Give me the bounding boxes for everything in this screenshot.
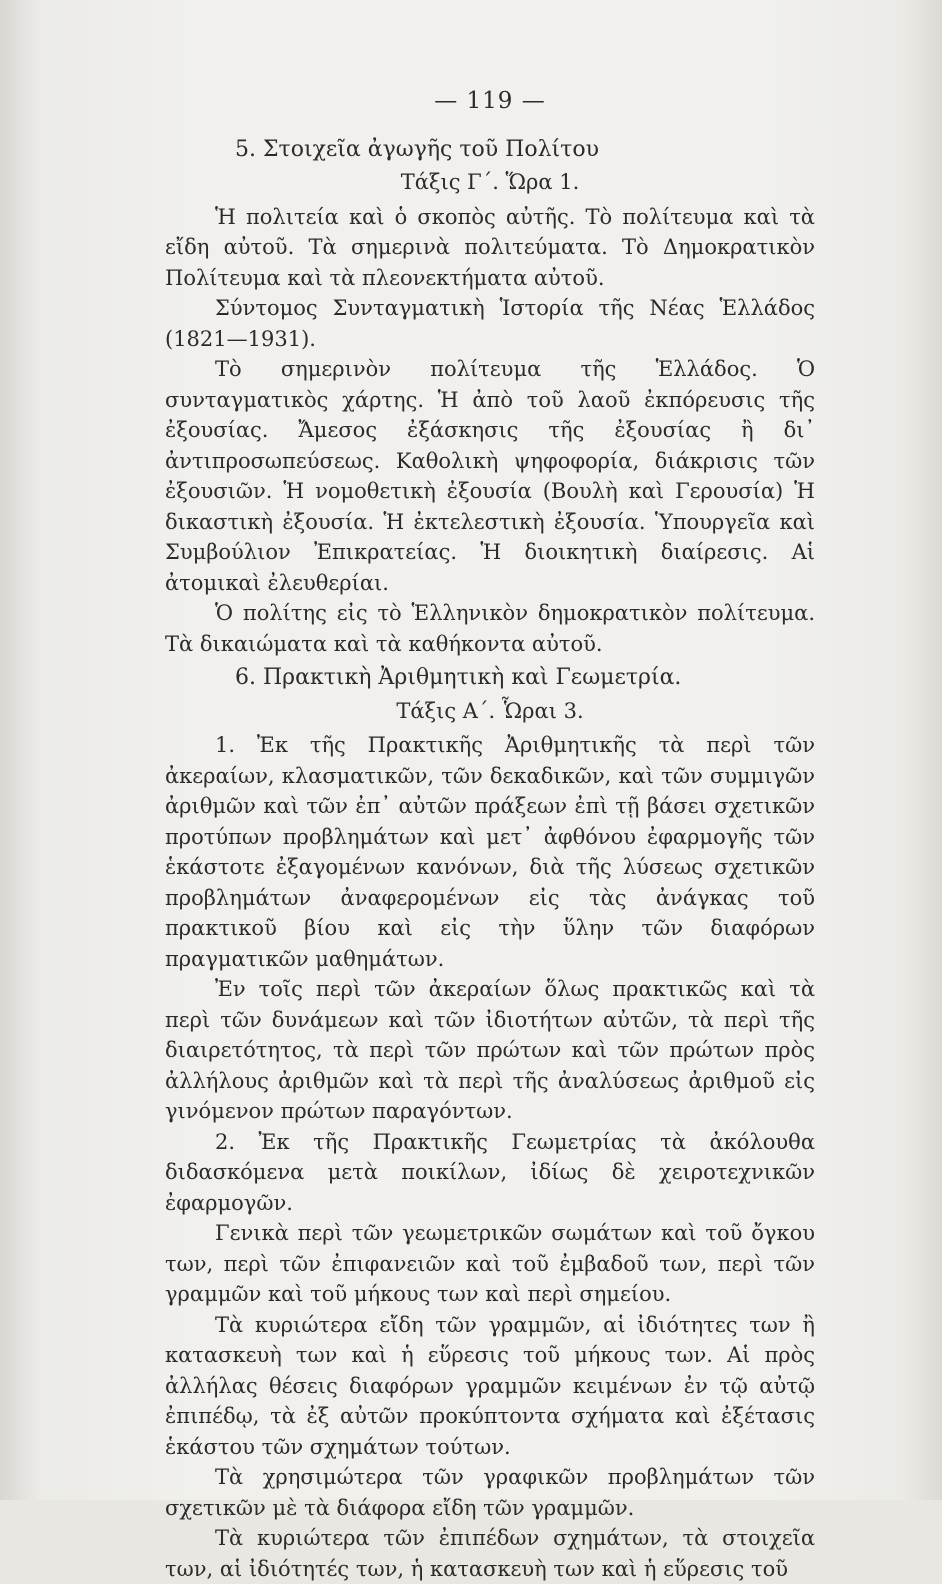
section-5-paragraph: Ἡ πολιτεία καὶ ὁ σκοπὸς αὐτῆς. Τὸ πολίτευμα καὶ τὰ εἴδη αὐτοῦ. Τὰ σημερινὰ πολιτεύματα. Τὸ Δημοκρατικὸν Πολίτευμα καὶ τὰ πλεονεκτήματα αὐτοῦ. (165, 204, 815, 290)
section-6-paragraph: Τὰ κυριώτερα τῶν ἐπιπέδων σχημάτων, τὰ στοιχεῖα των, αἱ ἰδιότητές των, ἡ κατασκευὴ των καὶ ἡ εὕρεσις τοῦ (165, 1526, 815, 1581)
section-6-paragraph: Τὰ χρησιμώτερα τῶν γραφικῶν προβλημάτων τῶν σχετικῶν μὲ τὰ διάφορα εἴδη τῶν γραμμῶν. (165, 1465, 815, 1520)
section-6-paragraph: Γενικὰ περὶ τῶν γεωμετρικῶν σωμάτων καὶ τοῦ ὄγκου των, περὶ τῶν ἐπιφανειῶν καὶ τοῦ ἐμβαδοῦ των, περὶ τῶν γραμμῶν καὶ τοῦ μήκους των καὶ περὶ σημείου. (165, 1221, 815, 1306)
section-5-heading: 5. Στοιχεῖα ἀγωγῆς τοῦ Πολίτου (235, 136, 599, 162)
page-number: — 119 — (434, 88, 546, 114)
section-5-paragraph: Σύντομος Συνταγματικὴ Ἱστορία τῆς Νέας Ἑλλάδος (1821—1931). (165, 296, 815, 351)
section-5-paragraph: Τὸ σημερινὸν πολίτευμα τῆς Ἑλλάδος. Ὁ συνταγματικὸς χάρτης. Ἡ ἀπὸ τοῦ λαοῦ ἐκπόρευσις τῆς ἐξουσίας. Ἄμεσος ἐξάσκησις τῆς ἐξουσίας ἢ δι᾽ ἀντιπροσωπεύσεως. Καθολικὴ ψηφοφορία, διάκρισις τῶν ἐξουσιῶν. Ἡ νομοθετικὴ ἐξουσία (Βουλὴ καὶ Γερουσία) Ἡ δικαστικὴ ἐξουσία. Ἡ ἐκτελεστικὴ ἐξουσία. Ὑπουργεῖα καὶ Συμβούλιον Ἐπικρατείας. Ἡ διοικητικὴ διαίρεσις. Αἱ ἀτομικαὶ ἐλευθερίαι. (165, 357, 815, 595)
section-5-class-hours: Τάξις Γ΄. Ὥρα 1. (400, 170, 580, 194)
section-6-class-hours: Τάξις Α΄. Ὧραι 3. (396, 698, 584, 723)
section-6-paragraph: 2. Ἐκ τῆς Πρακτικῆς Γεωμετρίας τὰ ἀκόλουθα διδασκόμενα μετὰ ποικίλων, ἰδίως δὲ χειροτεχνικῶν ἐφαρμογῶν. (165, 1129, 815, 1215)
section-5-paragraph: Ὁ πολίτης εἰς τὸ Ἑλληνικὸν δημοκρατικὸν πολίτευμα. Τὰ δικαιώματα καὶ τὰ καθήκοντα αὐτοῦ. (165, 601, 815, 656)
page-content (165, 86, 815, 1584)
section-6-paragraph: Ἐν τοῖς περὶ τῶν ἀκεραίων ὅλως πρακτικῶς καὶ τὰ περὶ τῶν δυνάμεων καὶ τῶν ἰδιοτήτων αὐτῶν, τὰ περὶ τῆς διαιρετότητος, τὰ περὶ τῶν πρώτων καὶ τῶν πρώτων πρὸς ἀλλήλους ἀριθμῶν καὶ τὰ περὶ τῆς ἀναλύσεως ἀριθμοῦ εἰς γινόμενον πρώτων παραγόντων. (165, 977, 815, 1123)
section-6-paragraph: Τὰ κυριώτερα εἴδη τῶν γραμμῶν, αἱ ἰδιότητες των ἢ κατασκευὴ των καὶ ἡ εὕρεσις τοῦ μήκους των. Αἱ πρὸς ἀλλήλας θέσεις διαφόρων γραμμῶν κειμένων ἐν τῷ αὐτῷ ἐπιπέδῳ, τὰ ἐξ αὐτῶν προκύπτοντα σχήματα καὶ ἐξέτασις ἑκάστου τῶν σχημάτων τούτων. (165, 1312, 815, 1459)
section-6-paragraph: 1. Ἐκ τῆς Πρακτικῆς Ἀριθμητικῆς τὰ περὶ τῶν ἀκεραίων, κλασματικῶν, τῶν δεκαδικῶν, καὶ τῶν συμμιγῶν ἀριθμῶν καὶ τῶν ἐπ᾽ αὐτῶν πράξεων ἐπὶ τῇ βάσει σχετικῶν προτύπων προβλημάτων καὶ μετ᾽ ἀφθόνου ἐφαρμογῆς τῶν ἑκάστοτε ἐξαγομένων κανόνων, διὰ τῆς λύσεως σχετικῶν προβλημάτων ἀναφερομένων εἰς τὰς ἀνάγκας τοῦ πρακτικοῦ βίου καὶ εἰς τὴν ὕλην τῶν διαφόρων πραγματικῶν μαθημάτων. (165, 733, 815, 971)
section-6-heading: 6. Πρακτικὴ Ἀριθμητικὴ καὶ Γεωμετρία. (235, 665, 682, 690)
